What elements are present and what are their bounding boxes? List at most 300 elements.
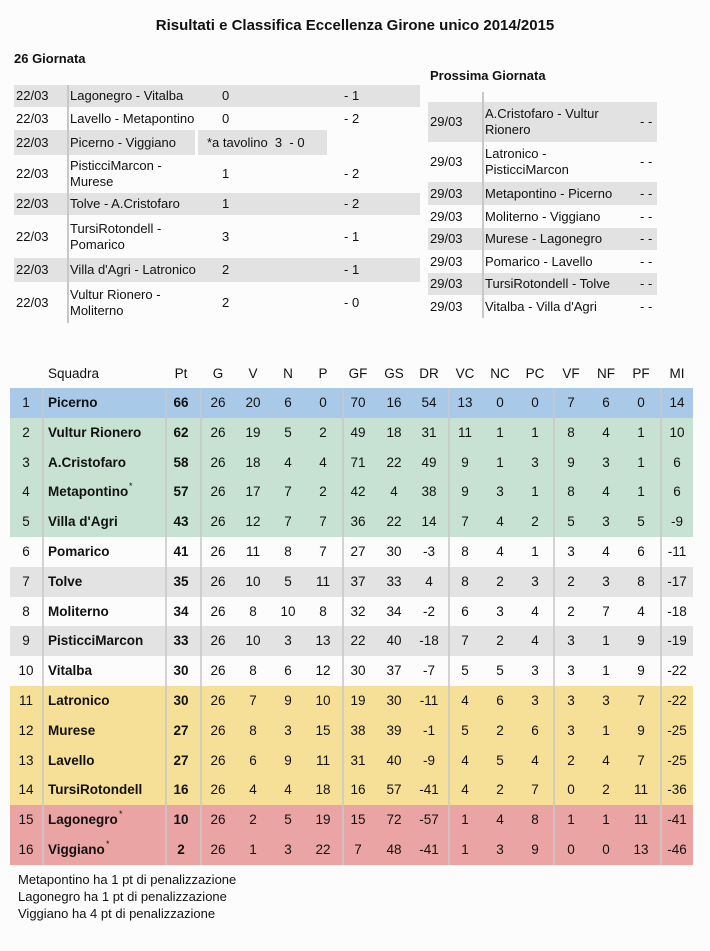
column-divider <box>42 388 44 865</box>
stat-gf: 7 <box>354 841 362 857</box>
stat-pt: 27 <box>173 752 189 768</box>
stat-pt: 62 <box>173 424 189 440</box>
penalty-star: * <box>106 838 110 849</box>
stat-nf: 1 <box>602 812 610 828</box>
stat-nc: 6 <box>496 692 504 708</box>
stat-g: 26 <box>210 514 226 530</box>
stat-p: 13 <box>315 633 331 649</box>
stat-vf: 2 <box>567 752 575 768</box>
position: 15 <box>18 812 34 828</box>
stat-vf: 2 <box>567 573 575 589</box>
stat-gf: 19 <box>350 692 366 708</box>
stat-pf: 1 <box>637 424 645 440</box>
match-date: 29/03 <box>430 298 463 314</box>
stat-vf: 1 <box>567 812 575 828</box>
stat-v: 11 <box>245 543 261 559</box>
standings-row <box>10 418 693 448</box>
stat-gf: 71 <box>350 454 366 470</box>
stat-nf: 6 <box>602 395 610 410</box>
stat-mi: -11 <box>667 543 687 559</box>
stat-nc: 4 <box>496 812 504 828</box>
home-score: 1 <box>222 166 230 181</box>
match-teams: Picerno - Viggiano <box>70 134 176 150</box>
match-row <box>14 85 420 107</box>
column-divider <box>200 388 202 865</box>
stat-pc: 3 <box>531 454 539 470</box>
stat-nc: 2 <box>496 722 504 738</box>
match-teams: Murese - Lagonegro <box>485 231 603 246</box>
stat-n: 3 <box>284 841 292 857</box>
stat-pf: 1 <box>637 484 645 500</box>
team-name: Pomarico <box>48 543 110 559</box>
stat-nf: 3 <box>602 514 610 530</box>
stat-nf: 1 <box>602 722 610 738</box>
stat-vc: 4 <box>461 782 469 798</box>
match-date: 22/03 <box>16 134 49 150</box>
stat-gs: 37 <box>386 663 402 679</box>
home-score: 1 <box>222 196 230 211</box>
stat-p: 18 <box>315 782 331 798</box>
away-score: - 1 <box>344 88 360 103</box>
standings-row <box>10 716 693 746</box>
divider <box>67 85 69 323</box>
stat-pf: 1 <box>637 454 645 470</box>
column-header-pc: PC <box>525 366 545 381</box>
column-divider <box>553 388 555 865</box>
stat-pc: 4 <box>531 752 539 768</box>
stat-vc: 5 <box>461 722 469 738</box>
match-score: - - <box>640 154 653 169</box>
column-header-pt: Pt <box>174 366 188 381</box>
stat-pc: 6 <box>531 722 539 738</box>
match-date: 22/03 <box>16 110 49 126</box>
stat-v: 19 <box>245 424 261 440</box>
standings-row <box>10 626 693 656</box>
stat-vf: 3 <box>567 692 575 708</box>
stat-mi: 6 <box>673 484 681 500</box>
stat-pf: 7 <box>637 692 645 708</box>
match-score: - - <box>640 208 653 224</box>
stat-n: 7 <box>284 514 292 530</box>
match-teams: A.Cristofaro - Vultur Rionero <box>485 106 599 137</box>
stat-mi: 10 <box>669 424 685 440</box>
column-header-pf: PF <box>632 366 650 381</box>
stat-nf: 3 <box>602 573 610 589</box>
stat-g: 26 <box>210 395 226 410</box>
stat-gs: 72 <box>386 812 402 828</box>
stat-n: 4 <box>284 782 292 798</box>
stat-dr: -57 <box>419 812 439 828</box>
stat-g: 26 <box>210 722 226 738</box>
match-score: - - <box>640 298 653 314</box>
match-teams: Latronico - PisticciMarcon <box>485 146 569 177</box>
stat-vc: 4 <box>461 752 469 768</box>
match-date: 22/03 <box>16 196 49 211</box>
stat-g: 26 <box>210 841 226 857</box>
stat-mi: -17 <box>667 573 687 589</box>
stat-vc: 8 <box>461 573 469 589</box>
stat-mi: 14 <box>669 395 685 410</box>
stat-gf: 37 <box>350 573 366 589</box>
stat-nc: 0 <box>496 395 504 410</box>
stat-vf: 3 <box>567 543 575 559</box>
match-date: 22/03 <box>16 228 49 244</box>
stat-vf: 3 <box>567 633 575 649</box>
divider <box>482 92 484 318</box>
stat-mi: -19 <box>667 633 687 649</box>
stat-gs: 57 <box>386 782 402 798</box>
position: 11 <box>18 692 34 708</box>
stat-vf: 7 <box>567 395 575 410</box>
match-row <box>14 155 420 193</box>
team-name: Picerno <box>48 395 98 410</box>
stat-gs: 16 <box>386 395 402 410</box>
next-match-row <box>428 250 657 273</box>
home-score: 2 <box>222 294 230 310</box>
team-name: Murese <box>48 722 96 738</box>
column-header-squadra: Squadra <box>48 366 100 381</box>
stat-vc: 6 <box>461 603 469 619</box>
stat-vf: 8 <box>567 424 575 440</box>
standings-row <box>10 567 693 597</box>
next-match-row <box>428 228 657 250</box>
stat-p: 7 <box>319 514 327 530</box>
team-name: TursiRotondell <box>48 782 143 798</box>
stat-gs: 34 <box>386 603 402 619</box>
standings-row <box>10 805 693 835</box>
match-teams: Lavello - Metapontino <box>70 110 195 126</box>
team-name: Moliterno <box>48 603 109 619</box>
stat-vc: 9 <box>461 484 469 500</box>
stat-dr: -7 <box>422 663 436 679</box>
stat-g: 26 <box>210 424 226 440</box>
stat-pf: 8 <box>637 573 645 589</box>
table-header <box>10 360 693 388</box>
stat-gs: 18 <box>386 424 402 440</box>
stat-gf: 38 <box>350 722 366 738</box>
stat-pt: 27 <box>173 722 189 738</box>
stat-p: 11 <box>315 752 331 768</box>
stat-mi: -25 <box>667 722 687 738</box>
match-score: - - <box>640 114 653 129</box>
stat-p: 2 <box>319 484 327 500</box>
position: 5 <box>22 514 30 530</box>
stat-dr: -3 <box>422 543 436 559</box>
stat-vf: 2 <box>567 603 575 619</box>
stat-pt: 35 <box>173 573 189 589</box>
standings-row <box>10 388 693 418</box>
match-date: 29/03 <box>430 114 463 129</box>
standings-row <box>10 835 693 865</box>
stat-pc: 7 <box>531 782 539 798</box>
column-header-gf: GF <box>348 366 368 381</box>
match-score: - - <box>640 231 653 246</box>
match-row <box>14 282 420 323</box>
team-name: Vultur Rionero <box>48 424 142 440</box>
stat-v: 1 <box>249 841 257 857</box>
stat-mi: -36 <box>667 782 687 798</box>
match-teams: TursiRotondell - Tolve <box>485 276 610 291</box>
stat-pt: 30 <box>173 692 189 708</box>
stat-gs: 39 <box>386 722 402 738</box>
stat-pf: 4 <box>637 603 645 619</box>
stat-nc: 3 <box>496 841 504 857</box>
stat-nf: 7 <box>602 603 610 619</box>
stat-dr: 31 <box>421 424 437 440</box>
stat-v: 10 <box>245 573 261 589</box>
stat-nf: 4 <box>602 424 610 440</box>
stat-dr: 14 <box>421 514 437 530</box>
match-teams: Vultur Rionero - Moliterno <box>70 286 161 318</box>
stat-nc: 1 <box>496 454 504 470</box>
stat-gs: 40 <box>386 633 402 649</box>
standings-row <box>10 775 693 805</box>
stat-nc: 5 <box>496 752 504 768</box>
away-score: - 2 <box>344 110 360 126</box>
standings-row <box>10 746 693 776</box>
stat-v: 7 <box>249 692 257 708</box>
next-match-row <box>428 142 657 182</box>
stat-gs: 33 <box>386 573 402 589</box>
match-note: *a tavolino 3 - 0 <box>198 130 327 155</box>
standings-row <box>10 597 693 627</box>
stat-pt: 57 <box>173 484 189 500</box>
stat-dr: -9 <box>422 752 436 768</box>
stat-gs: 48 <box>386 841 402 857</box>
stat-n: 8 <box>284 543 292 559</box>
position: 7 <box>22 573 30 589</box>
column-header-vc: VC <box>455 366 475 381</box>
away-score: - 2 <box>344 166 360 181</box>
position: 8 <box>22 603 30 619</box>
away-score: - 1 <box>344 262 360 277</box>
stat-vf: 0 <box>567 841 575 857</box>
stat-v: 20 <box>245 395 261 410</box>
standings-row <box>10 656 693 686</box>
match-date: 22/03 <box>16 88 49 103</box>
stat-nc: 5 <box>496 663 504 679</box>
stat-pf: 11 <box>633 782 649 798</box>
home-score: 0 <box>222 110 230 126</box>
stat-n: 9 <box>284 692 292 708</box>
stat-vf: 3 <box>567 663 575 679</box>
stat-pc: 4 <box>531 633 539 649</box>
stat-p: 12 <box>315 663 331 679</box>
stat-g: 26 <box>210 752 226 768</box>
standings-row <box>10 537 693 567</box>
match-teams: Moliterno - Viggiano <box>485 208 601 224</box>
column-divider <box>165 388 167 865</box>
stat-dr: -18 <box>419 633 439 649</box>
team-name: Vitalba <box>48 663 93 679</box>
match-teams: Tolve - A.Cristofaro <box>70 196 180 211</box>
stat-pf: 6 <box>637 543 645 559</box>
stat-dr: 38 <box>421 484 437 500</box>
stat-n: 5 <box>284 424 292 440</box>
penalty-star: * <box>129 481 133 492</box>
stat-gf: 31 <box>350 752 366 768</box>
stat-p: 0 <box>319 395 327 410</box>
stat-gs: 22 <box>386 454 402 470</box>
column-header-gs: GS <box>384 366 404 381</box>
stat-gf: 30 <box>350 663 366 679</box>
stat-p: 8 <box>319 603 327 619</box>
team-name: Latronico <box>48 692 110 708</box>
match-teams: TursiRotondell - Pomarico <box>70 220 162 252</box>
stat-vf: 8 <box>567 484 575 500</box>
stat-pf: 7 <box>637 752 645 768</box>
stat-pf: 9 <box>637 722 645 738</box>
match-date: 29/03 <box>430 208 463 224</box>
stat-pt: 30 <box>173 663 189 679</box>
column-header-g: G <box>212 366 224 381</box>
stat-pf: 11 <box>633 812 649 828</box>
stat-vf: 0 <box>567 782 575 798</box>
stat-vc: 4 <box>461 692 469 708</box>
stat-n: 4 <box>284 454 292 470</box>
stat-pt: 33 <box>173 633 189 649</box>
stat-dr: -1 <box>422 722 436 738</box>
match-teams: Lagonegro - Vitalba <box>70 88 184 103</box>
stat-n: 3 <box>284 633 292 649</box>
stat-g: 26 <box>210 543 226 559</box>
standings-row <box>10 507 693 537</box>
stat-gs: 30 <box>386 543 402 559</box>
team-name: PisticciMarcon <box>48 633 144 649</box>
match-row <box>14 215 420 258</box>
position: 12 <box>18 722 34 738</box>
away-score: - 2 <box>344 196 360 211</box>
column-header-p: P <box>318 366 328 381</box>
stat-pc: 2 <box>531 514 539 530</box>
stat-g: 26 <box>210 573 226 589</box>
stat-dr: 49 <box>421 454 437 470</box>
stat-nc: 1 <box>496 424 504 440</box>
match-teams: PisticciMarcon - Murese <box>70 158 162 189</box>
stat-gf: 70 <box>350 395 366 410</box>
stat-g: 26 <box>210 633 226 649</box>
team-name: Tolve <box>48 573 83 589</box>
stat-v: 4 <box>249 782 257 798</box>
stat-n: 6 <box>284 663 292 679</box>
match-date: 29/03 <box>430 253 463 269</box>
stat-g: 26 <box>210 782 226 798</box>
home-score: 2 <box>222 262 230 277</box>
standings-row <box>10 686 693 716</box>
position: 13 <box>18 752 34 768</box>
team-name: A.Cristofaro <box>48 454 127 470</box>
stat-nc: 3 <box>496 603 504 619</box>
stat-pt: 16 <box>173 782 189 798</box>
stat-vc: 8 <box>461 543 469 559</box>
stat-nf: 4 <box>602 484 610 500</box>
position: 16 <box>18 841 34 857</box>
stat-v: 6 <box>249 752 257 768</box>
stat-dr: -41 <box>419 782 439 798</box>
stat-n: 7 <box>284 484 292 500</box>
stat-gf: 27 <box>350 543 366 559</box>
match-row <box>14 107 420 130</box>
stat-nf: 2 <box>602 782 610 798</box>
stat-v: 8 <box>249 603 257 619</box>
stat-nc: 3 <box>496 484 504 500</box>
stat-pf: 13 <box>633 841 649 857</box>
stat-v: 10 <box>245 633 261 649</box>
match-teams: Metapontino - Picerno <box>485 185 613 201</box>
stat-p: 7 <box>319 543 327 559</box>
stat-v: 8 <box>249 663 257 679</box>
stat-v: 18 <box>245 454 261 470</box>
position: 10 <box>18 663 34 679</box>
stat-pf: 0 <box>637 395 645 410</box>
stat-p: 11 <box>315 573 331 589</box>
team-name: Villa d'Agri <box>48 514 118 530</box>
stat-v: 8 <box>249 722 257 738</box>
stat-nc: 4 <box>496 514 504 530</box>
column-header-vf: VF <box>562 366 580 381</box>
results-heading: 26 Giornata <box>14 51 86 66</box>
match-score: - - <box>640 253 653 269</box>
position: 4 <box>22 484 30 500</box>
match-date: 29/03 <box>430 154 463 169</box>
match-teams: Villa d'Agri - Latronico <box>70 262 196 277</box>
column-header-nc: NC <box>490 366 510 381</box>
stat-dr: -41 <box>419 841 439 857</box>
next-match-row <box>428 102 657 142</box>
stat-vc: 11 <box>457 424 473 440</box>
stat-pc: 3 <box>531 663 539 679</box>
stat-pt: 66 <box>173 395 189 410</box>
stat-p: 15 <box>315 722 331 738</box>
column-header-v: V <box>248 366 258 381</box>
stat-n: 5 <box>284 812 292 828</box>
stat-gf: 42 <box>350 484 366 500</box>
stat-n: 10 <box>280 603 296 619</box>
stat-nf: 1 <box>602 633 610 649</box>
stat-p: 4 <box>319 454 327 470</box>
stat-vc: 1 <box>461 841 469 857</box>
match-date: 22/03 <box>16 166 49 181</box>
column-divider <box>448 388 450 865</box>
stat-dr: 4 <box>425 573 433 589</box>
stat-v: 12 <box>245 514 261 530</box>
stat-n: 6 <box>284 395 292 410</box>
stat-g: 26 <box>210 484 226 500</box>
stat-vf: 3 <box>567 722 575 738</box>
stat-p: 10 <box>315 692 331 708</box>
stat-dr: -2 <box>422 603 436 619</box>
match-score: - - <box>640 276 653 291</box>
match-teams: Pomarico - Lavello <box>485 253 593 269</box>
penalty-note: Metapontino ha 1 pt di penalizzazione <box>18 872 237 887</box>
stat-pt: 58 <box>173 454 189 470</box>
stat-p: 2 <box>319 424 327 440</box>
stat-g: 26 <box>210 603 226 619</box>
stat-pc: 3 <box>531 692 539 708</box>
stat-pc: 0 <box>531 395 539 410</box>
stat-pc: 1 <box>531 424 539 440</box>
stat-pc: 1 <box>531 543 539 559</box>
stat-vc: 9 <box>461 454 469 470</box>
next-match-row <box>428 205 657 228</box>
stat-n: 3 <box>284 722 292 738</box>
match-score: - - <box>640 185 653 201</box>
stat-pt: 2 <box>177 841 185 857</box>
stat-vf: 5 <box>567 514 575 530</box>
team-name: Lavello <box>48 752 95 768</box>
penalty-note: Viggiano ha 4 pt di penalizzazione <box>18 906 216 921</box>
column-divider <box>342 388 344 865</box>
